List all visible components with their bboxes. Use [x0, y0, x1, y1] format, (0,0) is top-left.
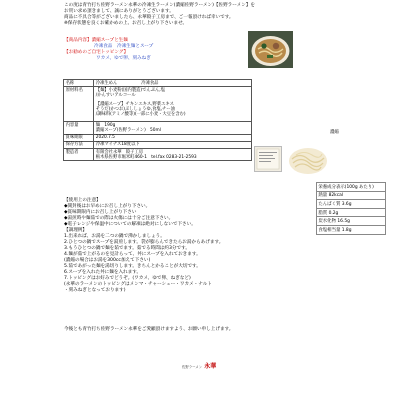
method-step: 3.もうひとつの鍋で麺を茹でます。茹でる時間は約3分です。 — [64, 246, 190, 251]
product-subline: 冷凍食品 冷凍生麺とスープ — [94, 44, 154, 49]
method-step: 6.スープを入れた丼に麺を入れます。 — [64, 270, 142, 275]
spec-value-line: /かんすいアルコール — [95, 92, 136, 98]
table-row — [317, 191, 386, 200]
spec-value-line: 冷凍食品 — [141, 80, 159, 86]
method-heading: 【調理例】 — [64, 228, 87, 233]
nutrition-title: 栄養成分表示(100g あたり) — [317, 183, 386, 192]
spec-value: 2020.7.5 — [94, 134, 252, 141]
product-spec-table — [63, 79, 252, 161]
ramen-bowl-image — [248, 31, 293, 68]
spec-label: 名称 — [64, 80, 94, 87]
spec-value-line: 【麺】小麦粉(国内製造)でんぷん,塩 — [95, 87, 165, 93]
nutrition-value: 食塩相当量 1.8g — [317, 225, 386, 234]
product-heading: 【商品内容】濃縮スープと生麺 — [64, 38, 128, 43]
topping-text: ワカメ、ゆで卵、刻みねぎ — [96, 56, 151, 61]
method-step: (永華のラーメンのトッピングはメンマ・チャーシュー・ワカメ・ナルト — [64, 282, 212, 287]
method-step: 5.茹であがった麺を湯切りします。きちんとかることが大切です。 — [64, 264, 201, 269]
brand-logo — [182, 361, 216, 370]
table-row — [64, 148, 252, 160]
intro-line: ※保存状態を良くお確かめの上、お召し上がり下さいませ。 — [64, 21, 188, 26]
table-row — [317, 208, 386, 217]
intro-line: この度は青竹打ち佐野ラーメン永華の冷凍生ラーメン(濃縮佐野ラーメン)【佐野ラーメン】を — [64, 3, 256, 8]
intro-line: お買い求め頂きまして、誠にありがとうございます。 — [64, 9, 174, 14]
method-step: ・刻みねぎとなっております) — [64, 288, 126, 293]
table-row — [317, 217, 386, 226]
product-content — [64, 38, 224, 62]
notice-item: ◆電子レンジや保温中についての解凍は絶対にしないで下さい。 — [64, 222, 196, 227]
notice-item: ◆賞味期限内にお召し上がり下さい — [64, 210, 137, 215]
nutrition-value: 脂質 0.2g — [317, 208, 386, 217]
label-photo — [254, 146, 282, 172]
method-step: 7.トッピングはお好みでどうぞ。(ワカメ、ゆで卵、ねぎなど) — [64, 276, 191, 281]
spec-value — [94, 87, 252, 122]
spec-value-line: 冷凍生めん — [95, 80, 118, 86]
nutrition-table — [316, 182, 386, 235]
table-row — [317, 225, 386, 234]
spec-value-line: 濃縮スープ(佐野ラーメン) 50ml — [95, 127, 161, 133]
spec-label: 賞味期限 — [64, 134, 94, 141]
spec-value-line: そうだ(かつお)ぶししょうゆ,食塩,チー油 — [95, 106, 175, 112]
ramen-photo — [248, 31, 293, 68]
nutrition-value: たんぱく質 3.6g — [317, 200, 386, 209]
spec-value — [94, 122, 252, 134]
noodle-pack-photo — [286, 140, 330, 178]
closing-message: 今後とも青竹打ち佐野ラーメン永華をご愛顧頂けますよう、お願い申し上げます。 — [64, 327, 234, 332]
table-row — [64, 122, 252, 134]
table-row — [64, 134, 252, 141]
spec-value — [94, 148, 252, 160]
logo-prefix: 佐野ラーメン — [182, 365, 203, 369]
usage-instructions — [64, 198, 314, 294]
method-step: (濃縮の場合はお湯を300cc加えて下さい) — [64, 258, 151, 263]
package-label-image — [255, 147, 281, 171]
table-row — [317, 200, 386, 209]
spec-label: 保存方法 — [64, 141, 94, 148]
intro-text — [64, 3, 364, 27]
notice-item: ◆開封後はお早めにお召し上がり下さい。 — [64, 204, 151, 209]
spec-value-line: 有限会社永華 餃子工房 — [95, 149, 144, 155]
spec-value — [94, 80, 252, 87]
spec-label: 製造者 — [64, 148, 94, 160]
table-row — [317, 183, 386, 192]
table-row — [64, 87, 252, 122]
notice-heading: 【使用上の注意】 — [64, 198, 101, 203]
topping-heading: 【お勧めのご自宅トッピング】 — [64, 50, 129, 55]
spec-label: 原材料名 — [64, 87, 94, 122]
logo-brand: 永華 — [204, 363, 217, 370]
spec-value-line: 麺 190g — [95, 122, 116, 128]
intro-line: 商品に不具合等がございましたら、永華餃子工房まで、ご一報頂ければ幸いです。 — [64, 15, 234, 20]
spec-value: 冷凍マイナス18度以下 — [94, 141, 252, 148]
nutrition-value: 炭水化物 16.5g — [317, 217, 386, 226]
spec-label: 内容量 — [64, 122, 94, 134]
method-step: 4.麺が茹で上がるのを見計らって、丼にスープを入れておきます。 — [64, 252, 201, 257]
spec-value-line: /調味料(アミノ酸等)(一部に小麦・大豆を含む) — [95, 111, 186, 117]
table-row — [64, 141, 252, 148]
table-row — [64, 80, 252, 87]
method-step: 2.ひとつの鍋でスープを湯煎します。袋が膨らんできたらお湯からあげます。 — [64, 240, 224, 245]
method-step: 1.出来れば、お湯を二つの鍋で沸かしましょう。 — [64, 234, 165, 239]
nutrition-value: 熱量 82kcal — [317, 191, 386, 200]
photo-caption: 濃縮 — [330, 130, 339, 135]
notice-item: ◆湯煎時や麺茹での際は火傷には十分ご注意下さい。 — [64, 216, 174, 221]
spec-value-line: 【濃縮スープ】チキンエキス,野菜エキス — [95, 101, 174, 107]
noodle-pack-image — [286, 140, 330, 178]
spec-value-line: 栃木県佐野市堀米町460-1 tel.fax 0283-21-2593 — [95, 154, 197, 160]
